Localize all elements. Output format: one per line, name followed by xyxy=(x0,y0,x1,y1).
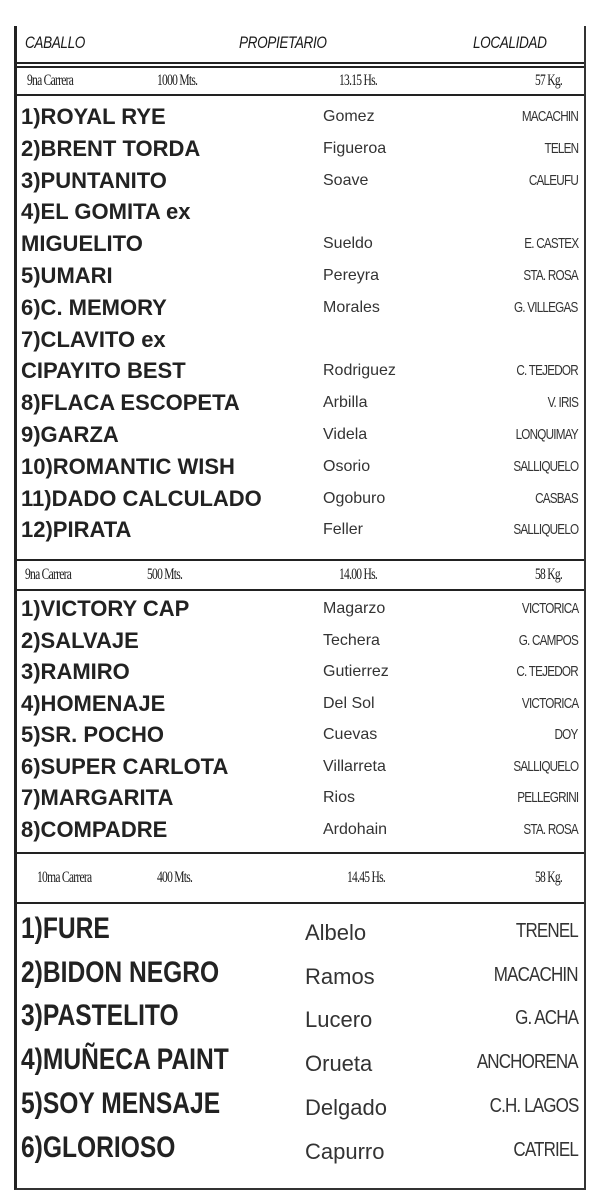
race-weight: 58 Kg. xyxy=(535,869,563,886)
horse-name: 2)SALVAJE xyxy=(21,627,139,653)
horse-name: 3)PASTELITO xyxy=(21,999,179,1033)
horse-name: 6)GLORIOSO xyxy=(21,1130,176,1164)
locality: MACACHIN xyxy=(521,108,578,125)
locality: SALLIQUELO xyxy=(512,757,578,775)
horse-name: 1)ROYAL RYE xyxy=(21,104,166,129)
owner-name: Ogoburo xyxy=(323,489,386,507)
locality: G. CAMPOS xyxy=(518,631,578,649)
race-info-bar xyxy=(17,852,584,904)
locality: PELLEGRINI xyxy=(516,789,578,806)
locality: VICTORICA xyxy=(521,600,578,617)
horse-column-header: CABALLO xyxy=(25,33,85,52)
locality: STA. ROSA xyxy=(523,820,578,838)
locality: CASBAS xyxy=(535,489,578,507)
locality: CATRIEL xyxy=(513,1138,578,1161)
owner-name: Osorio xyxy=(323,457,371,475)
horse-name: 8)FLACA ESCOPETA xyxy=(21,390,240,416)
owner-name: Techera xyxy=(323,631,380,649)
race-time: 13.15 Hs. xyxy=(339,72,378,89)
locality: TRENEL xyxy=(516,920,578,942)
owner-name: Gutierrez xyxy=(323,663,389,680)
horse-name: 3)PUNTANITO xyxy=(21,167,167,193)
race-weight: 58 Kg. xyxy=(535,566,563,583)
horse-name: CIPAYITO BEST xyxy=(21,358,186,384)
owner-name: Del Sol xyxy=(323,694,375,712)
owner-name: Figueroa xyxy=(323,139,387,157)
horse-name: 3)RAMIRO xyxy=(21,659,130,684)
owner-name: Cuevas xyxy=(323,726,378,743)
locality: G. ACHA xyxy=(514,1007,578,1030)
horse-name: 2)BRENT TORDA xyxy=(21,135,201,161)
race-name: 9na Carrera xyxy=(25,566,72,583)
horse-name: 4)EL GOMITA ex xyxy=(21,199,191,225)
race-distance: 500 Mts. xyxy=(147,566,183,583)
horse-name: 1)FURE xyxy=(21,912,110,945)
locality: SALLIQUELO xyxy=(512,457,578,475)
locality: LONQUIMAY xyxy=(515,426,578,443)
owner-name: Lucero xyxy=(305,1007,373,1033)
horse-name: 5)SOY MENSAJE xyxy=(21,1086,221,1120)
owner-name: Magarzo xyxy=(323,600,386,617)
locality: VICTORICA xyxy=(521,694,578,712)
owner-name: Videla xyxy=(323,426,368,443)
race-name: 9na Carrera xyxy=(27,72,74,89)
owner-name: Rios xyxy=(323,789,356,806)
horse-name: 4)HOMENAJE xyxy=(21,690,166,716)
locality: C. TEJEDOR xyxy=(516,362,578,380)
race-time: 14.00 Hs. xyxy=(339,566,378,583)
locality: ANCHORENA xyxy=(477,1051,578,1074)
owner-name: Gomez xyxy=(323,108,375,125)
column-header xyxy=(17,26,584,64)
locality: CALEUFU xyxy=(528,171,578,189)
locality: DOY xyxy=(554,726,578,743)
horse-name: 6)C. MEMORY xyxy=(21,294,167,320)
owner-name: Delgado xyxy=(305,1094,387,1120)
locality: SALLIQUELO xyxy=(512,521,578,539)
horse-name: 2)BIDON NEGRO xyxy=(21,955,220,989)
locality: V. IRIS xyxy=(547,394,578,412)
locality: G. VILLEGAS xyxy=(514,298,578,316)
locality: TELEN xyxy=(544,139,578,157)
location-column-header: LOCALIDAD xyxy=(473,33,547,52)
locality: MACACHIN xyxy=(494,963,578,986)
horse-name: 5)UMARI xyxy=(21,263,113,288)
owner-name: Feller xyxy=(323,521,364,539)
owner-name: Albelo xyxy=(305,920,367,945)
horse-name: 6)SUPER CARLOTA xyxy=(21,753,229,779)
locality: C.H. LAGOS xyxy=(489,1094,578,1117)
owner-name: Ardohain xyxy=(323,820,388,838)
horse-name: 11)DADO CALCULADO xyxy=(21,485,262,511)
owner-name: Morales xyxy=(323,298,380,316)
race-info-bar xyxy=(17,559,584,591)
race-distance: 400 Mts. xyxy=(157,869,193,886)
race-name: 10ma Carrera xyxy=(37,869,92,886)
horse-name: 1)VICTORY CAP xyxy=(21,596,190,621)
owner-name: Arbilla xyxy=(323,394,368,412)
owner-name: Soave xyxy=(323,171,369,189)
race-time: 14.45 Hs. xyxy=(347,869,386,886)
race-info-bar xyxy=(17,66,584,96)
owner-name: Ramos xyxy=(305,963,375,989)
owner-name: Pereyra xyxy=(323,267,380,284)
owner-name: Capurro xyxy=(305,1138,385,1164)
locality: STA. ROSA xyxy=(523,267,578,284)
horse-name: 12)PIRATA xyxy=(21,517,132,543)
horse-name: MIGUELITO xyxy=(21,231,143,257)
locality: E. CASTEX xyxy=(523,235,578,253)
owner-column-header: PROPIETARIO xyxy=(239,33,327,52)
race-weight: 57 Kg. xyxy=(535,72,563,89)
horse-name: 4)MUÑECA PAINT xyxy=(21,1043,229,1077)
horse-name: 10)ROMANTIC WISH xyxy=(21,453,235,479)
owner-name: Villarreta xyxy=(323,757,386,775)
locality: C. TEJEDOR xyxy=(516,663,578,680)
race-distance: 1000 Mts. xyxy=(157,72,198,89)
horse-name: 5)SR. POCHO xyxy=(21,722,165,747)
horse-name: 8)COMPADRE xyxy=(21,816,168,842)
owner-name: Sueldo xyxy=(323,235,373,253)
owner-name: Orueta xyxy=(305,1051,373,1077)
owner-name: Rodriguez xyxy=(323,362,396,380)
horse-name: 9)GARZA xyxy=(21,422,119,447)
race-program-sheet xyxy=(14,26,586,1190)
horse-name: 7)CLAVITO ex xyxy=(21,326,166,352)
horse-name: 7)MARGARITA xyxy=(21,785,174,810)
